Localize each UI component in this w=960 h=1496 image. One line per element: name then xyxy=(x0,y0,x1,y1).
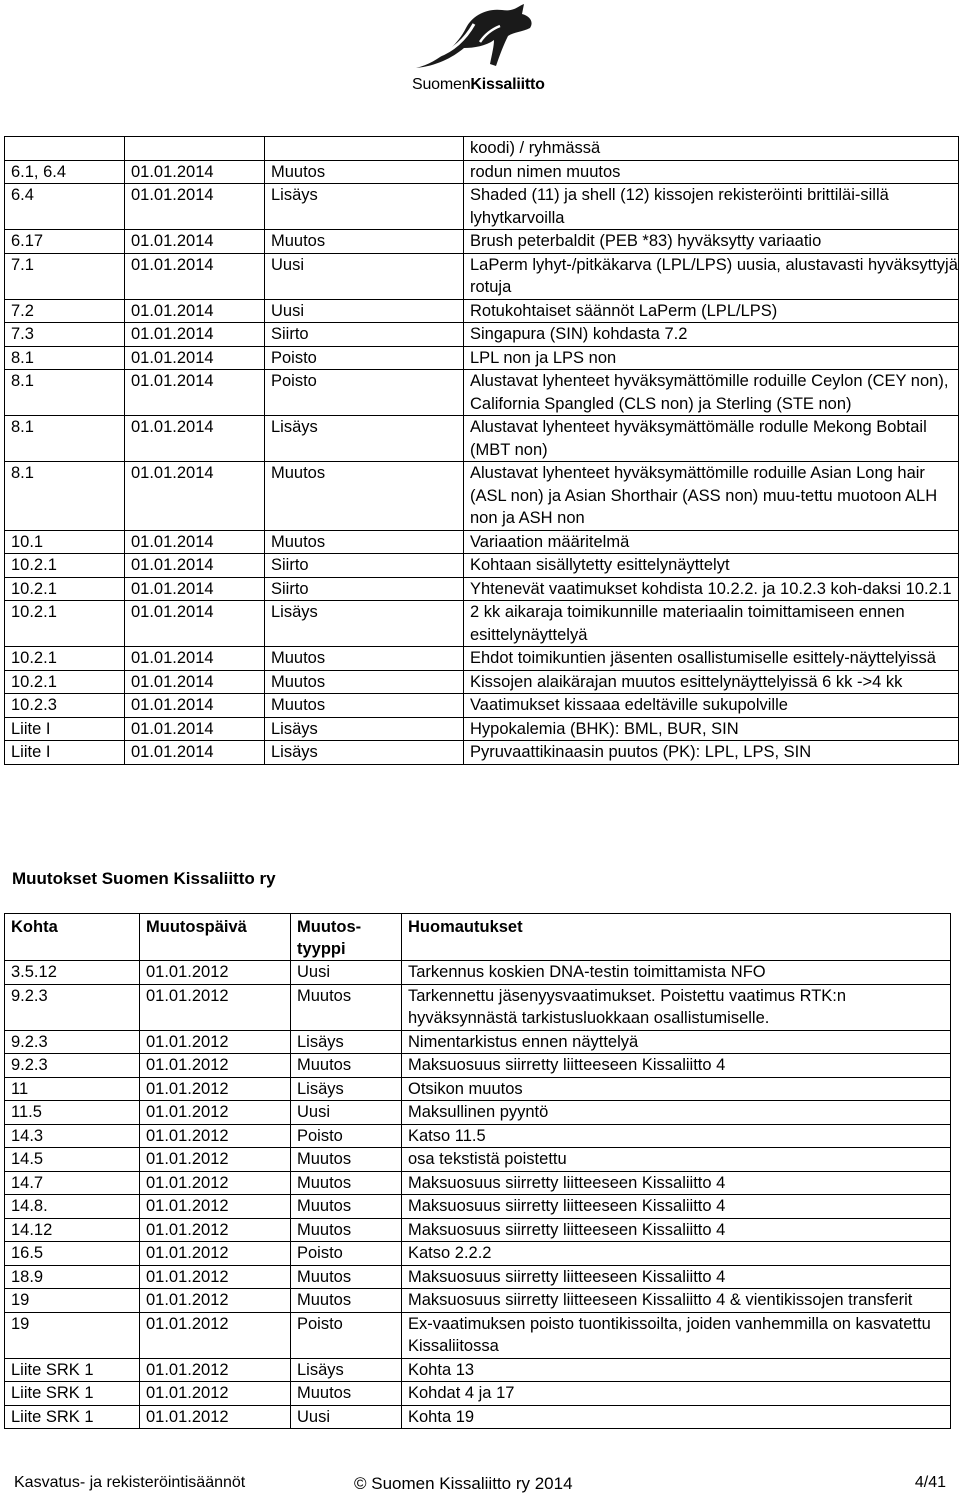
table-row xyxy=(5,462,959,531)
cell-date: 01.01.2014 xyxy=(125,323,265,347)
cell-kohta: 3.5.12 xyxy=(5,961,140,985)
cell-kohta: 18.9 xyxy=(5,1265,140,1289)
cell-kohta: 16.5 xyxy=(5,1242,140,1266)
cell-type: Muutos xyxy=(265,694,464,718)
header-kohta: Kohta xyxy=(5,914,140,961)
cell-date: 01.01.2014 xyxy=(125,530,265,554)
cell-date: 01.01.2012 xyxy=(140,1195,291,1219)
cell-note: Maksuosuus siirretty liitteeseen Kissaliitto 4 xyxy=(402,1218,951,1242)
cell-type: Lisäys xyxy=(265,416,464,462)
cell-date: 01.01.2014 xyxy=(125,253,265,299)
cell-date: 01.01.2012 xyxy=(140,1312,291,1358)
cell-note: Hypokalemia (BHK): BML, BUR, SIN xyxy=(464,717,959,741)
cell-note: Pyruvaattikinaasin puutos (PK): LPL, LPS, SIN xyxy=(464,741,959,765)
table-row xyxy=(5,1077,951,1101)
cell-type: Muutos xyxy=(291,1054,402,1078)
cell-note: Vaatimukset kissaaa edeltäville sukupolville xyxy=(464,694,959,718)
page-footer xyxy=(14,1474,946,1496)
cell-note: Ehdot toimikuntien jäsenten osallistumiselle esittely-näyttelyissä xyxy=(464,647,959,671)
cell-date: 01.01.2012 xyxy=(140,1124,291,1148)
cell-date: 01.01.2012 xyxy=(140,1289,291,1313)
table-row xyxy=(5,554,959,578)
table-row xyxy=(5,230,959,254)
cell-date: 01.01.2012 xyxy=(140,961,291,985)
cell-kohta: 10.2.1 xyxy=(5,647,125,671)
cell-type: Lisäys xyxy=(265,184,464,230)
table-row xyxy=(5,299,959,323)
cell-note: Variaation määritelmä xyxy=(464,530,959,554)
table-row xyxy=(5,647,959,671)
cell-date: 01.01.2014 xyxy=(125,160,265,184)
cell-note: Ex-vaatimuksen poisto tuontikissoilta, joiden vanhemmilla on kasvatettu Kissaliitossa xyxy=(402,1312,951,1358)
cell-kohta: 14.5 xyxy=(5,1148,140,1172)
cell-type: Uusi xyxy=(265,299,464,323)
footer-page-number: 4/41 xyxy=(914,1474,946,1491)
cell-type: Muutos xyxy=(291,1382,402,1406)
cell-kohta: 11.5 xyxy=(5,1101,140,1125)
cell-type: Lisäys xyxy=(265,717,464,741)
table-row xyxy=(5,741,959,765)
cell-type: Muutos xyxy=(265,530,464,554)
cell-type: Poisto xyxy=(291,1312,402,1358)
cell-type: Lisäys xyxy=(291,1030,402,1054)
logo xyxy=(400,2,560,98)
table-row xyxy=(5,1148,951,1172)
cell-kohta: 11 xyxy=(5,1077,140,1101)
cell-type: Siirto xyxy=(265,554,464,578)
cell-kohta: 19 xyxy=(5,1312,140,1358)
cell-kohta: 9.2.3 xyxy=(5,984,140,1030)
cell-note: Katso 11.5 xyxy=(402,1124,951,1148)
table-row xyxy=(5,694,959,718)
table-row xyxy=(5,717,959,741)
cell-type: Muutos xyxy=(291,1148,402,1172)
cell-kohta: 6.17 xyxy=(5,230,125,254)
cell-date: 01.01.2012 xyxy=(140,1265,291,1289)
cell-date: 01.01.2012 xyxy=(140,984,291,1030)
cell-kohta: 6.4 xyxy=(5,184,125,230)
cell-note: 2 kk aikaraja toimikunnille materiaalin toimittamiseen ennen esittelynäyttelyä xyxy=(464,601,959,647)
cell-type: Muutos xyxy=(265,647,464,671)
cell-kohta: Liite SRK 1 xyxy=(5,1358,140,1382)
cell-date: 01.01.2014 xyxy=(125,577,265,601)
table-row xyxy=(5,1218,951,1242)
section-heading: Muutokset Suomen Kissaliitto ry xyxy=(12,869,276,888)
cell-date: 01.01.2014 xyxy=(125,370,265,416)
cell-kohta: 10.2.1 xyxy=(5,554,125,578)
cell-type: Lisäys xyxy=(265,601,464,647)
cell-note: Nimentarkistus ennen näyttelyä xyxy=(402,1030,951,1054)
cell-date: 01.01.2014 xyxy=(125,670,265,694)
cell-note: Brush peterbaldit (PEB *83) hyväksytty variaatio xyxy=(464,230,959,254)
cell-type: Uusi xyxy=(291,1101,402,1125)
cell-date: 01.01.2012 xyxy=(140,1101,291,1125)
cell-note: LaPerm lyhyt-/pitkäkarva (LPL/LPS) uusia, alustavasti hyväksyttyjä rotuja xyxy=(464,253,959,299)
cell-kohta: 10.2.3 xyxy=(5,694,125,718)
table-header-row xyxy=(5,914,951,961)
cell-date: 01.01.2014 xyxy=(125,601,265,647)
cell-date: 01.01.2014 xyxy=(125,230,265,254)
cell-type: Muutos xyxy=(265,230,464,254)
cell-note: Maksuosuus siirretty liitteeseen Kissaliitto 4 xyxy=(402,1054,951,1078)
table-row xyxy=(5,1405,951,1429)
cell-date: 01.01.2014 xyxy=(125,647,265,671)
table-row xyxy=(5,1054,951,1078)
table-row xyxy=(5,577,959,601)
table-row xyxy=(5,1171,951,1195)
table-row xyxy=(5,530,959,554)
cell-date: 01.01.2012 xyxy=(140,1358,291,1382)
table-row xyxy=(5,323,959,347)
header-muutostyyppi: Muutos-tyyppi xyxy=(291,914,402,961)
cell-note: Kohta 19 xyxy=(402,1405,951,1429)
cell-note: Maksuosuus siirretty liitteeseen Kissaliitto 4 xyxy=(402,1265,951,1289)
cell-kohta: 10.2.1 xyxy=(5,670,125,694)
table-row xyxy=(5,1030,951,1054)
cell-note: Alustavat lyhenteet hyväksymättömälle rodulle Mekong Bobtail (MBT non) xyxy=(464,416,959,462)
cell-note: Tarkennus koskien DNA-testin toimittamista NFO xyxy=(402,961,951,985)
cell-date: 01.01.2014 xyxy=(125,462,265,531)
cell-date: 01.01.2012 xyxy=(140,1405,291,1429)
cell-type: Muutos xyxy=(291,984,402,1030)
cell-type: Poisto xyxy=(291,1124,402,1148)
footer-copyright: © Suomen Kissaliitto ry 2014 xyxy=(354,1474,573,1493)
table-row xyxy=(5,1101,951,1125)
cell-kohta: 7.2 xyxy=(5,299,125,323)
cell-date: 01.01.2014 xyxy=(125,554,265,578)
cell-kohta: Liite I xyxy=(5,741,125,765)
cell-type: Siirto xyxy=(265,323,464,347)
cell-type: Poisto xyxy=(265,346,464,370)
cell-type: Muutos xyxy=(291,1265,402,1289)
cell-date: 01.01.2014 xyxy=(125,416,265,462)
cell-type: Uusi xyxy=(265,253,464,299)
table-row xyxy=(5,1382,951,1406)
header-huomautukset: Huomautukset xyxy=(402,914,951,961)
cell-note: Shaded (11) ja shell (12) kissojen rekisteröinti brittiläi-sillä lyhytkarvoilla xyxy=(464,184,959,230)
cell-date: 01.01.2014 xyxy=(125,299,265,323)
cell-date: 01.01.2012 xyxy=(140,1382,291,1406)
cell-date: 01.01.2012 xyxy=(140,1218,291,1242)
cell-date: 01.01.2012 xyxy=(140,1148,291,1172)
table-row xyxy=(5,1124,951,1148)
cell-type: Uusi xyxy=(291,961,402,985)
cell-kohta: 8.1 xyxy=(5,346,125,370)
cell-note: Maksullinen pyyntö xyxy=(402,1101,951,1125)
cell-kohta xyxy=(5,137,125,161)
cell-kohta: 7.3 xyxy=(5,323,125,347)
table-row xyxy=(5,984,951,1030)
changes-table-continued xyxy=(4,136,959,765)
table-row xyxy=(5,1265,951,1289)
cell-note: koodi) / ryhmässä xyxy=(464,137,959,161)
cell-type: Muutos xyxy=(291,1171,402,1195)
cat-logo-icon xyxy=(410,2,550,74)
cell-note: Katso 2.2.2 xyxy=(402,1242,951,1266)
cell-note: Maksuosuus siirretty liitteeseen Kissaliitto 4 xyxy=(402,1195,951,1219)
cell-type: Uusi xyxy=(291,1405,402,1429)
cell-note: Maksuosuus siirretty liitteeseen Kissaliitto 4 xyxy=(402,1171,951,1195)
cell-type: Lisäys xyxy=(291,1358,402,1382)
cell-type: Siirto xyxy=(265,577,464,601)
table-row xyxy=(5,1312,951,1358)
cell-date: 01.01.2012 xyxy=(140,1030,291,1054)
cell-kohta: 8.1 xyxy=(5,462,125,531)
cell-date xyxy=(125,137,265,161)
cell-note: Kohtaan sisällytetty esittelynäyttelyt xyxy=(464,554,959,578)
table-row xyxy=(5,1358,951,1382)
table-row xyxy=(5,1289,951,1313)
cell-kohta: 19 xyxy=(5,1289,140,1313)
cell-kohta: 10.1 xyxy=(5,530,125,554)
cell-kohta: 8.1 xyxy=(5,370,125,416)
cell-type: Muutos xyxy=(265,160,464,184)
cell-note: Otsikon muutos xyxy=(402,1077,951,1101)
table-row xyxy=(5,137,959,161)
cell-note: Tarkennettu jäsenyysvaatimukset. Poistettu vaatimus RTK:n hyväksynnästä tarkistusluokkaan osallistumiselle. xyxy=(402,984,951,1030)
cell-note: osa tekstistä poistettu xyxy=(402,1148,951,1172)
cell-type: Lisäys xyxy=(265,741,464,765)
cell-note: LPL non ja LPS non xyxy=(464,346,959,370)
cell-kohta: Liite SRK 1 xyxy=(5,1405,140,1429)
cell-kohta: Liite SRK 1 xyxy=(5,1382,140,1406)
cell-note: Rotukohtaiset säännöt LaPerm (LPL/LPS) xyxy=(464,299,959,323)
cell-note: rodun nimen muutos xyxy=(464,160,959,184)
table-row xyxy=(5,346,959,370)
cell-date: 01.01.2014 xyxy=(125,717,265,741)
cell-note: Yhtenevät vaatimukset kohdista 10.2.2. ja 10.2.3 koh-daksi 10.2.1 xyxy=(464,577,959,601)
cell-type: Muutos xyxy=(291,1289,402,1313)
logo-wordmark: SuomenKissaliitto xyxy=(412,76,545,93)
cell-type: Muutos xyxy=(291,1218,402,1242)
cell-kohta: 7.1 xyxy=(5,253,125,299)
cell-note: Kohdat 4 ja 17 xyxy=(402,1382,951,1406)
cell-kohta: 8.1 xyxy=(5,416,125,462)
cell-date: 01.01.2012 xyxy=(140,1054,291,1078)
cell-note: Kohta 13 xyxy=(402,1358,951,1382)
header-muutospaiva: Muutospäivä xyxy=(140,914,291,961)
table-row xyxy=(5,1242,951,1266)
changes-table-kissaliitto xyxy=(4,913,951,1429)
cell-note: Alustavat lyhenteet hyväksymättömille roduille Ceylon (CEY non), California Spangled (CLS non) ja Sterling (STE non) xyxy=(464,370,959,416)
cell-note: Kissojen alaikärajan muutos esittelynäyttelyissä 6 kk ->4 kk xyxy=(464,670,959,694)
table-row xyxy=(5,160,959,184)
table-row xyxy=(5,370,959,416)
cell-kohta: 9.2.3 xyxy=(5,1054,140,1078)
cell-type: Muutos xyxy=(265,462,464,531)
table-row xyxy=(5,416,959,462)
cell-type: Muutos xyxy=(265,670,464,694)
cell-note: Singapura (SIN) kohdasta 7.2 xyxy=(464,323,959,347)
cell-kohta: 14.7 xyxy=(5,1171,140,1195)
table-row xyxy=(5,670,959,694)
cell-note: Alustavat lyhenteet hyväksymättömille roduille Asian Long hair (ASL non) ja Asian Shorthair (ASS non) muu-tettu muotoon ALH non ja ASH non xyxy=(464,462,959,531)
table-row xyxy=(5,184,959,230)
cell-kohta: 14.8. xyxy=(5,1195,140,1219)
cell-kohta: 10.2.1 xyxy=(5,601,125,647)
cell-type: Lisäys xyxy=(291,1077,402,1101)
footer-title: Kasvatus- ja rekisteröintisäännöt xyxy=(14,1474,246,1491)
cell-type: Poisto xyxy=(291,1242,402,1266)
cell-date: 01.01.2012 xyxy=(140,1171,291,1195)
cell-date: 01.01.2014 xyxy=(125,694,265,718)
cell-date: 01.01.2012 xyxy=(140,1242,291,1266)
cell-date: 01.01.2014 xyxy=(125,184,265,230)
table-row xyxy=(5,601,959,647)
cell-kohta: 14.3 xyxy=(5,1124,140,1148)
cell-date: 01.01.2014 xyxy=(125,741,265,765)
cell-kohta: 6.1, 6.4 xyxy=(5,160,125,184)
cell-kohta: 14.12 xyxy=(5,1218,140,1242)
cell-note: Maksuosuus siirretty liitteeseen Kissaliitto 4 & vientikissojen transferit xyxy=(402,1289,951,1313)
cell-kohta: 9.2.3 xyxy=(5,1030,140,1054)
cell-type xyxy=(265,137,464,161)
table-row xyxy=(5,253,959,299)
cell-date: 01.01.2014 xyxy=(125,346,265,370)
cell-kohta: Liite I xyxy=(5,717,125,741)
cell-kohta: 10.2.1 xyxy=(5,577,125,601)
cell-type: Poisto xyxy=(265,370,464,416)
table-row xyxy=(5,1195,951,1219)
table-row xyxy=(5,961,951,985)
cell-type: Muutos xyxy=(291,1195,402,1219)
cell-date: 01.01.2012 xyxy=(140,1077,291,1101)
